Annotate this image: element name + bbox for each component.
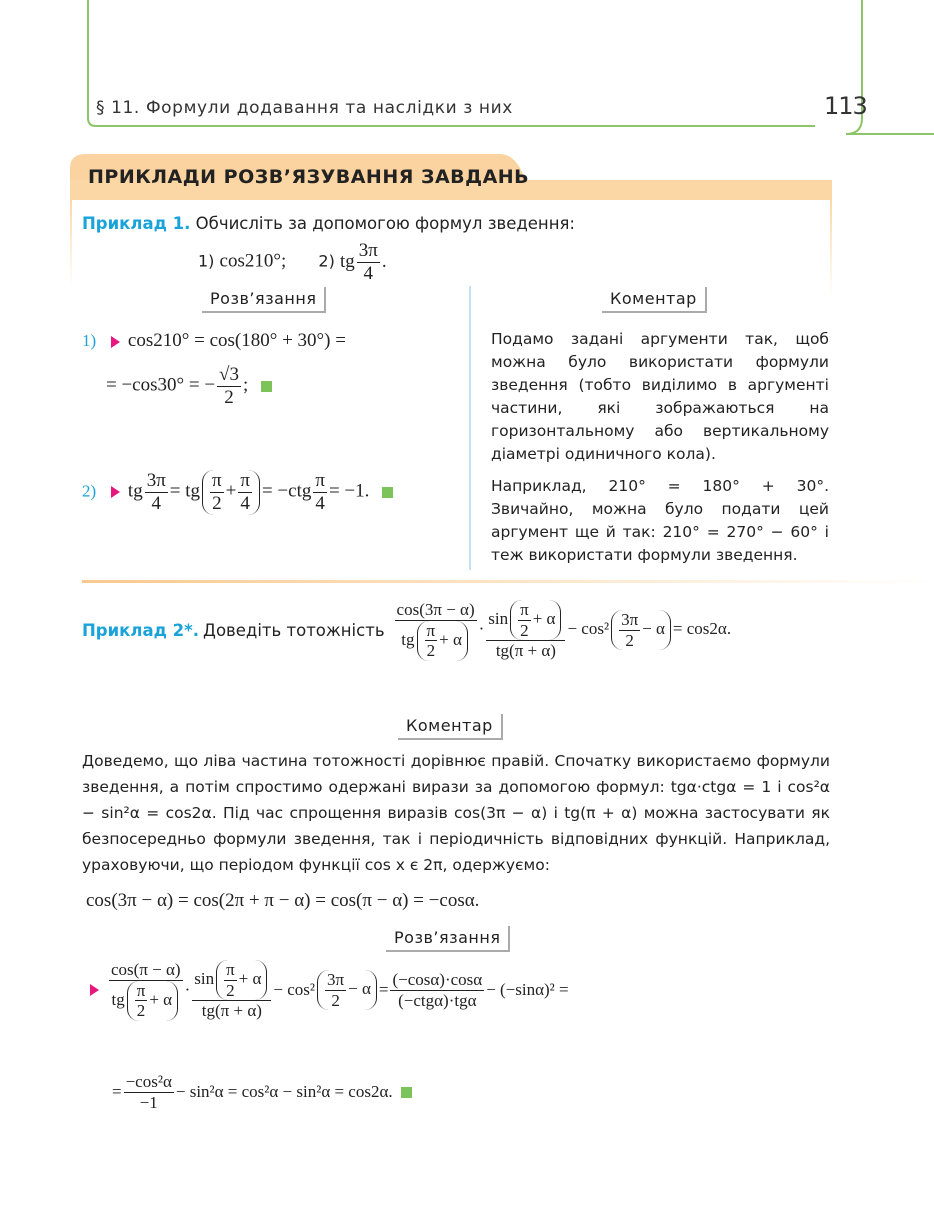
end-square-icon bbox=[382, 487, 393, 498]
page-number: 113 bbox=[824, 92, 867, 120]
column-divider bbox=[469, 286, 471, 570]
marker-icon bbox=[111, 486, 120, 498]
sol2-line: 2) tg $\frac{3\pi}{4}$ = tg $\frac{\pi}{2}$ + $\frac{\pi}{4}$ = −ctg $\frac{\pi}{4}$ = −1. bbox=[82, 470, 393, 515]
box-right-edge bbox=[830, 198, 832, 298]
ex2-label: Приклад 2*. bbox=[82, 620, 200, 640]
ex2-solution-label: Розв’язання bbox=[386, 926, 510, 952]
sol1-line1 bbox=[82, 330, 346, 352]
ex1-comment-p2: Наприклад, 210° = 180° + 30°. Звичайно, можна було подати цей аргумент ще й так: 210° = 270° − 60° і теж використати формули зведення. bbox=[491, 477, 829, 564]
box-left-edge bbox=[70, 198, 72, 288]
ex2-identity: cos(3π − α) tg $\frac{\pi}{2}$ + α · sin $\frac{\pi}{2}$ + α tg(π + α) − cos² $\frac{3\pi}{2}$ − α = cos2α. bbox=[396, 600, 732, 661]
ex2-solution-line2: = −cos²α −1 − sin²α = cos²α − sin²α = cos2α. bbox=[112, 1072, 412, 1112]
sol2-num: 2) bbox=[82, 481, 97, 501]
section-title: § 11. Формули додавання та наслідки з них bbox=[96, 98, 513, 118]
header-frame bbox=[0, 0, 934, 140]
ex1-items bbox=[198, 240, 387, 285]
ex2-comment-text: Доведемо, що ліва частина тотожності дорівнює правій. Спочатку використаємо формули зведення, а потім спростимо одержані вирази за допомогою формул: tgα·ctgα = 1 і cos²α − sin²α = cos2α. Під час спрощення виразів cos(3π − α) і tg(π + α) можна застосувати як безпосередньо формули зведення, так і періодичність відповідних функцій. Наприклад, ураховуючи, що періодом функції cos x є 2π, одержуємо: bbox=[82, 752, 830, 874]
separator-line bbox=[82, 580, 934, 583]
ex1-solution-label: Розв’язання bbox=[202, 287, 326, 313]
ex1-comment-label: Коментар bbox=[602, 287, 707, 313]
sol1-expr: cos210° = cos(180° + 30°) = bbox=[127, 330, 346, 351]
ex2-statement bbox=[82, 600, 922, 661]
ex1-task bbox=[82, 212, 575, 235]
ex2-task: Доведіть тотожність bbox=[203, 620, 385, 640]
ex1-comment-p1: Подамо задані аргументи так, щоб можна було використати формули зведення (тобто виділимо в аргументі частини, які зображаються на горизонтальному або вертикальному діаметрі одиничного кола). bbox=[491, 330, 829, 463]
ex2-comment-label: Коментар bbox=[398, 714, 503, 740]
item2-num: 2) bbox=[318, 251, 335, 271]
item1-expr: cos210°; bbox=[219, 250, 287, 272]
end-square-icon bbox=[261, 381, 272, 392]
banner-title: ПРИКЛАДИ РОЗВ’ЯЗУВАННЯ ЗАВДАНЬ bbox=[88, 166, 530, 188]
sol1-line2: = −cos30° = − $\frac{√3}{2}$ ; bbox=[106, 364, 272, 409]
sol1-num: 1) bbox=[82, 331, 97, 350]
item1-num: 1) bbox=[198, 251, 215, 271]
ex1-task-text: Обчисліть за допомогою формул зведення: bbox=[195, 214, 575, 233]
end-square-icon bbox=[401, 1087, 412, 1098]
ex2-comment-formula: cos(3π − α) = cos(2π + π − α) = cos(π − α) = −cosα. bbox=[86, 890, 480, 911]
item2-expr: tg $\frac{3\pi}{4}$ . bbox=[339, 240, 387, 284]
ex2-solution-line1: cos(π − α) tg $\frac{\pi}{2}$ + α · sin $\frac{\pi}{2}$ + α tg(π + α) − cos² $\frac{3\pi}{2}$ − α = (−cosα)·cosα (−ctgα)·tgα − (−sinα)² = bbox=[90, 960, 569, 1021]
marker-icon bbox=[111, 336, 120, 348]
ex1-label: Приклад 1. bbox=[82, 214, 191, 233]
sol1-line2-start: = −cos30° = − bbox=[106, 374, 216, 396]
marker-icon bbox=[90, 984, 99, 996]
